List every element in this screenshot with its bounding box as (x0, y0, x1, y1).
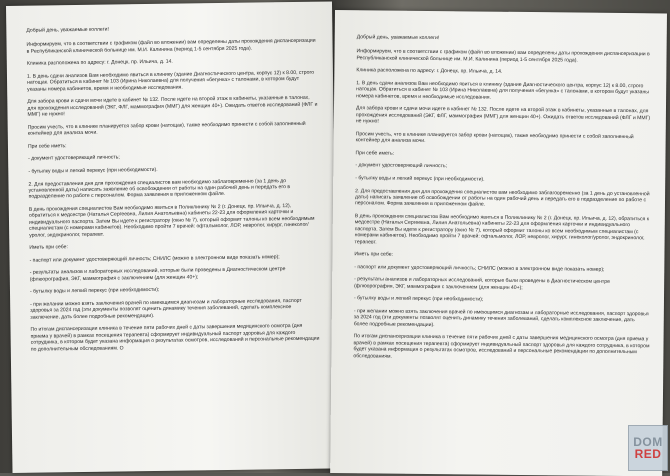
list-item: - документ удостоверяющий личность; (28, 154, 120, 163)
paragraph-intro: Информируем, что в соответствии с графиком (файл во вложении) вам определены даты прохождения диспансеризации в Республиканской клинической больнице им. М.И. Калинина (период 1-5 сентября 2025 года). (26, 38, 318, 55)
list-item: - бутылку воды и легкий перекус (при необходимости). (28, 166, 158, 175)
list-item: - бутылку воды и легкий перекус (при необходимости). (355, 175, 485, 183)
watermark-text-bottom: RED (634, 447, 662, 461)
list-item: - бутылку воды и легкий перекус (при необходимости); (353, 295, 484, 303)
paragraph-blood: Для забора крови и сдачи мочи идете в кабинет № 132. После идете на второй этаж в кабинеты, указанные в талонах, для прохождения исследований (ЭКГ, ФЛГ, маммография (ММГ) для женщин 40+). Ожидать ответов исследований (ФЛГ и ММГ) не нужно! (355, 105, 652, 125)
greeting: Добрый день, уважаемые коллеги! (26, 26, 109, 34)
paragraph-step-2: 2. Для предоставления дня для прохождения специалистов вам необходимо заблаговременно (за 1 день до установленной даты) написать заявление об освобождении от работы на один рабочий день и передать его в подразделение по работе с персоналом. Форма заявления в приложенном файле. (354, 187, 652, 208)
list-item: - бутылку воды и легкий перекус (при необходимости); (29, 287, 160, 296)
paragraph-address: Клиника расположена по адресу: г. Донецк, пр. Ильича, д. 14. (356, 67, 503, 76)
document-text-left (6, 1, 337, 353)
domred-watermark-logo (628, 425, 668, 471)
document-page-left (6, 1, 338, 473)
greeting: Добрый день, уважаемые коллеги! (356, 34, 440, 42)
list-item: - документ удостоверяющий личность; (355, 162, 448, 170)
paragraph-intro: Информируем, что в соответствии с графиком (файл во вложении) вам определены даты прохождения диспансеризации в Республиканской клинической больнице им. М.И. Калинина (период 1-5 сентября 2025 года). (356, 48, 652, 64)
paragraph-step-1: 1. В день сдачи анализов Вам необходимо явиться в клинику (здание Диагностического центра, корпус 12) к 8.00, строго натощак. Обратиться в кабинет № 103 (Ирина Николаевна) для получения «бегунка» с талонами, в котором будут указаны номера кабинетов, время и необходимые исследования. (26, 69, 316, 93)
paragraph-note: Просим учесть, что в клинике планируется забор крови (натощак), также необходимо принести с собой заполненный контейнер для анализа мочи. (27, 120, 308, 137)
list-item: - паспорт или документ удостоверяющий личность; СНИЛС (можно в электронном виде показать номер); (354, 264, 605, 273)
paragraph-step-2: 2. Для предоставления дня для прохождения специалистов вам необходимо заблаговременно (за 1 день до установленной даты) написать заявление об освобождении от работы на один рабочий день и передать его в подразделение по работе с персоналом. Форма заявления в приложенном файле. (28, 177, 292, 201)
paragraph-note: Просим учесть, что в клинике планируется забор крови (натощак), также необходимо принести с собой заполненный контейнер для анализа мочи. (355, 131, 636, 145)
list-item: - при желании можно взять заключения врачей по имеющимся диагнозам и лабораторные исследования, паспорт здоровья за 2024 год (эти документы позволят оценить динамику течения заболеваний, сделать комплексное заключение, дать более подробные рекомендации). (353, 308, 651, 328)
paragraph-have-title: Иметь при себе: (354, 251, 393, 258)
paragraph-specialists: В день прохождения специалистов Вам необходимо явиться в Поликлинику № 2 (г. Донецк, пр. Ильича, д. 12), обратиться к медсестре (Наталья Сергеевна, Лилия Анатольевна) кабинеты 22-23 для оформления карточки и индивидуального паспорта. Затем Вы идете к регистратору (окно № 7), который оформит талоны ко всем необходимым специалистам (с номерами кабинетов). Необходимо пройти 7 врачей: офтальмолог, ЛОР, невролог, хирург, гинеколог/уролог, эндокринолог, терапевт. (28, 203, 317, 239)
paragraph-results: По итогам диспансеризации клиника в течение пяти рабочих дней с даты завершения медицинского осмотра (дня приема у врачей) в рамках посещения терапевта) сформирует индивидуальный паспорт здоровья для каждого сотрудника, в котором будет указана информация о результатах осмотров, исследований и персональные рекомендации по дополнительным обследованиям. (353, 333, 651, 360)
paragraph-have-title: Иметь при себе: (29, 244, 68, 251)
paragraph-blood: Для забора крови и сдачи мочи идете в кабинет № 132. После идете на второй этаж в кабинеты, указанные в талонах, для прохождения исследований (ЭКГ, ФЛГ, маммография (ММГ) для женщин 40+). Ожидать ответов исследований (ФЛГ и ММГ) не нужно! (27, 95, 319, 118)
watermark-text-top: DOM (633, 435, 663, 449)
list-item: - при желании можно взять заключения врачей по имеющимся диагнозам и лабораторные исследования, паспорт здоровья за 2024 год (эти документы позволят оценить динамику течения заболеваний, сделать комплексное заключение, дать более подробные рекомендации). (30, 297, 304, 321)
list-item: - паспорт или документ удостоверяющий личность; СНИЛС (можно в электронном виде показать номер); (29, 254, 280, 264)
document-page-right (330, 10, 667, 476)
paragraph-step-1: 1. В день сдачи анализов Вам необходимо явиться в клинику (здание Диагностического центра, корпус 12) к 8.00, строго натощак. Обратиться в кабинет № 103 (Ирина Николаевна) для получения «бегунка» с талонами, в котором будут указаны номера кабинетов, время и необходимые исследования. (356, 80, 651, 101)
document-text-right (331, 10, 667, 362)
paragraph-bring-title: При себе иметь: (27, 142, 67, 150)
paragraph-bring-title: При себе иметь: (355, 150, 395, 157)
paragraph-specialists: В день прохождения специалистов Вам необходимо явиться в Поликлинику № 2 (г. Донецк, пр. Ильича, д. 12), обратиться к медсестре (Наталья Сергеевна, Лилия Анатольевна) кабинеты 22-23 для оформления карточки и индивидуального паспорта. Затем Вы идете к регистратору (окно № 7), который оформит талоны ко всем необходимым специалистам (с номерами кабинетов). Необходимо пройти 7 врачей: офтальмолог, ЛОР, невролог, хирург, гинеколог/уролог, эндокринолог, терапевт. (354, 213, 651, 246)
list-item: - результаты анализов и лабораторных исследований, которые были проведены в Диагностическом центре (флюорография, ЭКГ, маммография с заключением (для женщин 40+); (354, 276, 612, 291)
list-item: - результаты анализов и лабораторных исследований, которые были проведены в Диагностическом центре (флюорография, ЭКГ, маммография с заключением (для женщин 40+); (29, 266, 287, 283)
paragraph-address: Клиника расположена по адресу: г. Донецк, пр. Ильича, д. 14. (26, 59, 173, 68)
paragraph-results: По итогам диспансеризации клиника в течение пяти рабочих дней с даты завершения медицинского осмотра (дня приема у врачей) в рамках посещения терапевта) сформирует индивидуальный паспорт здоровья для каждого сотрудника, в котором будет указана информация о результатах осмотров, исследований и персональные рекомендации по дополнительным обследованиям. О (30, 323, 321, 353)
